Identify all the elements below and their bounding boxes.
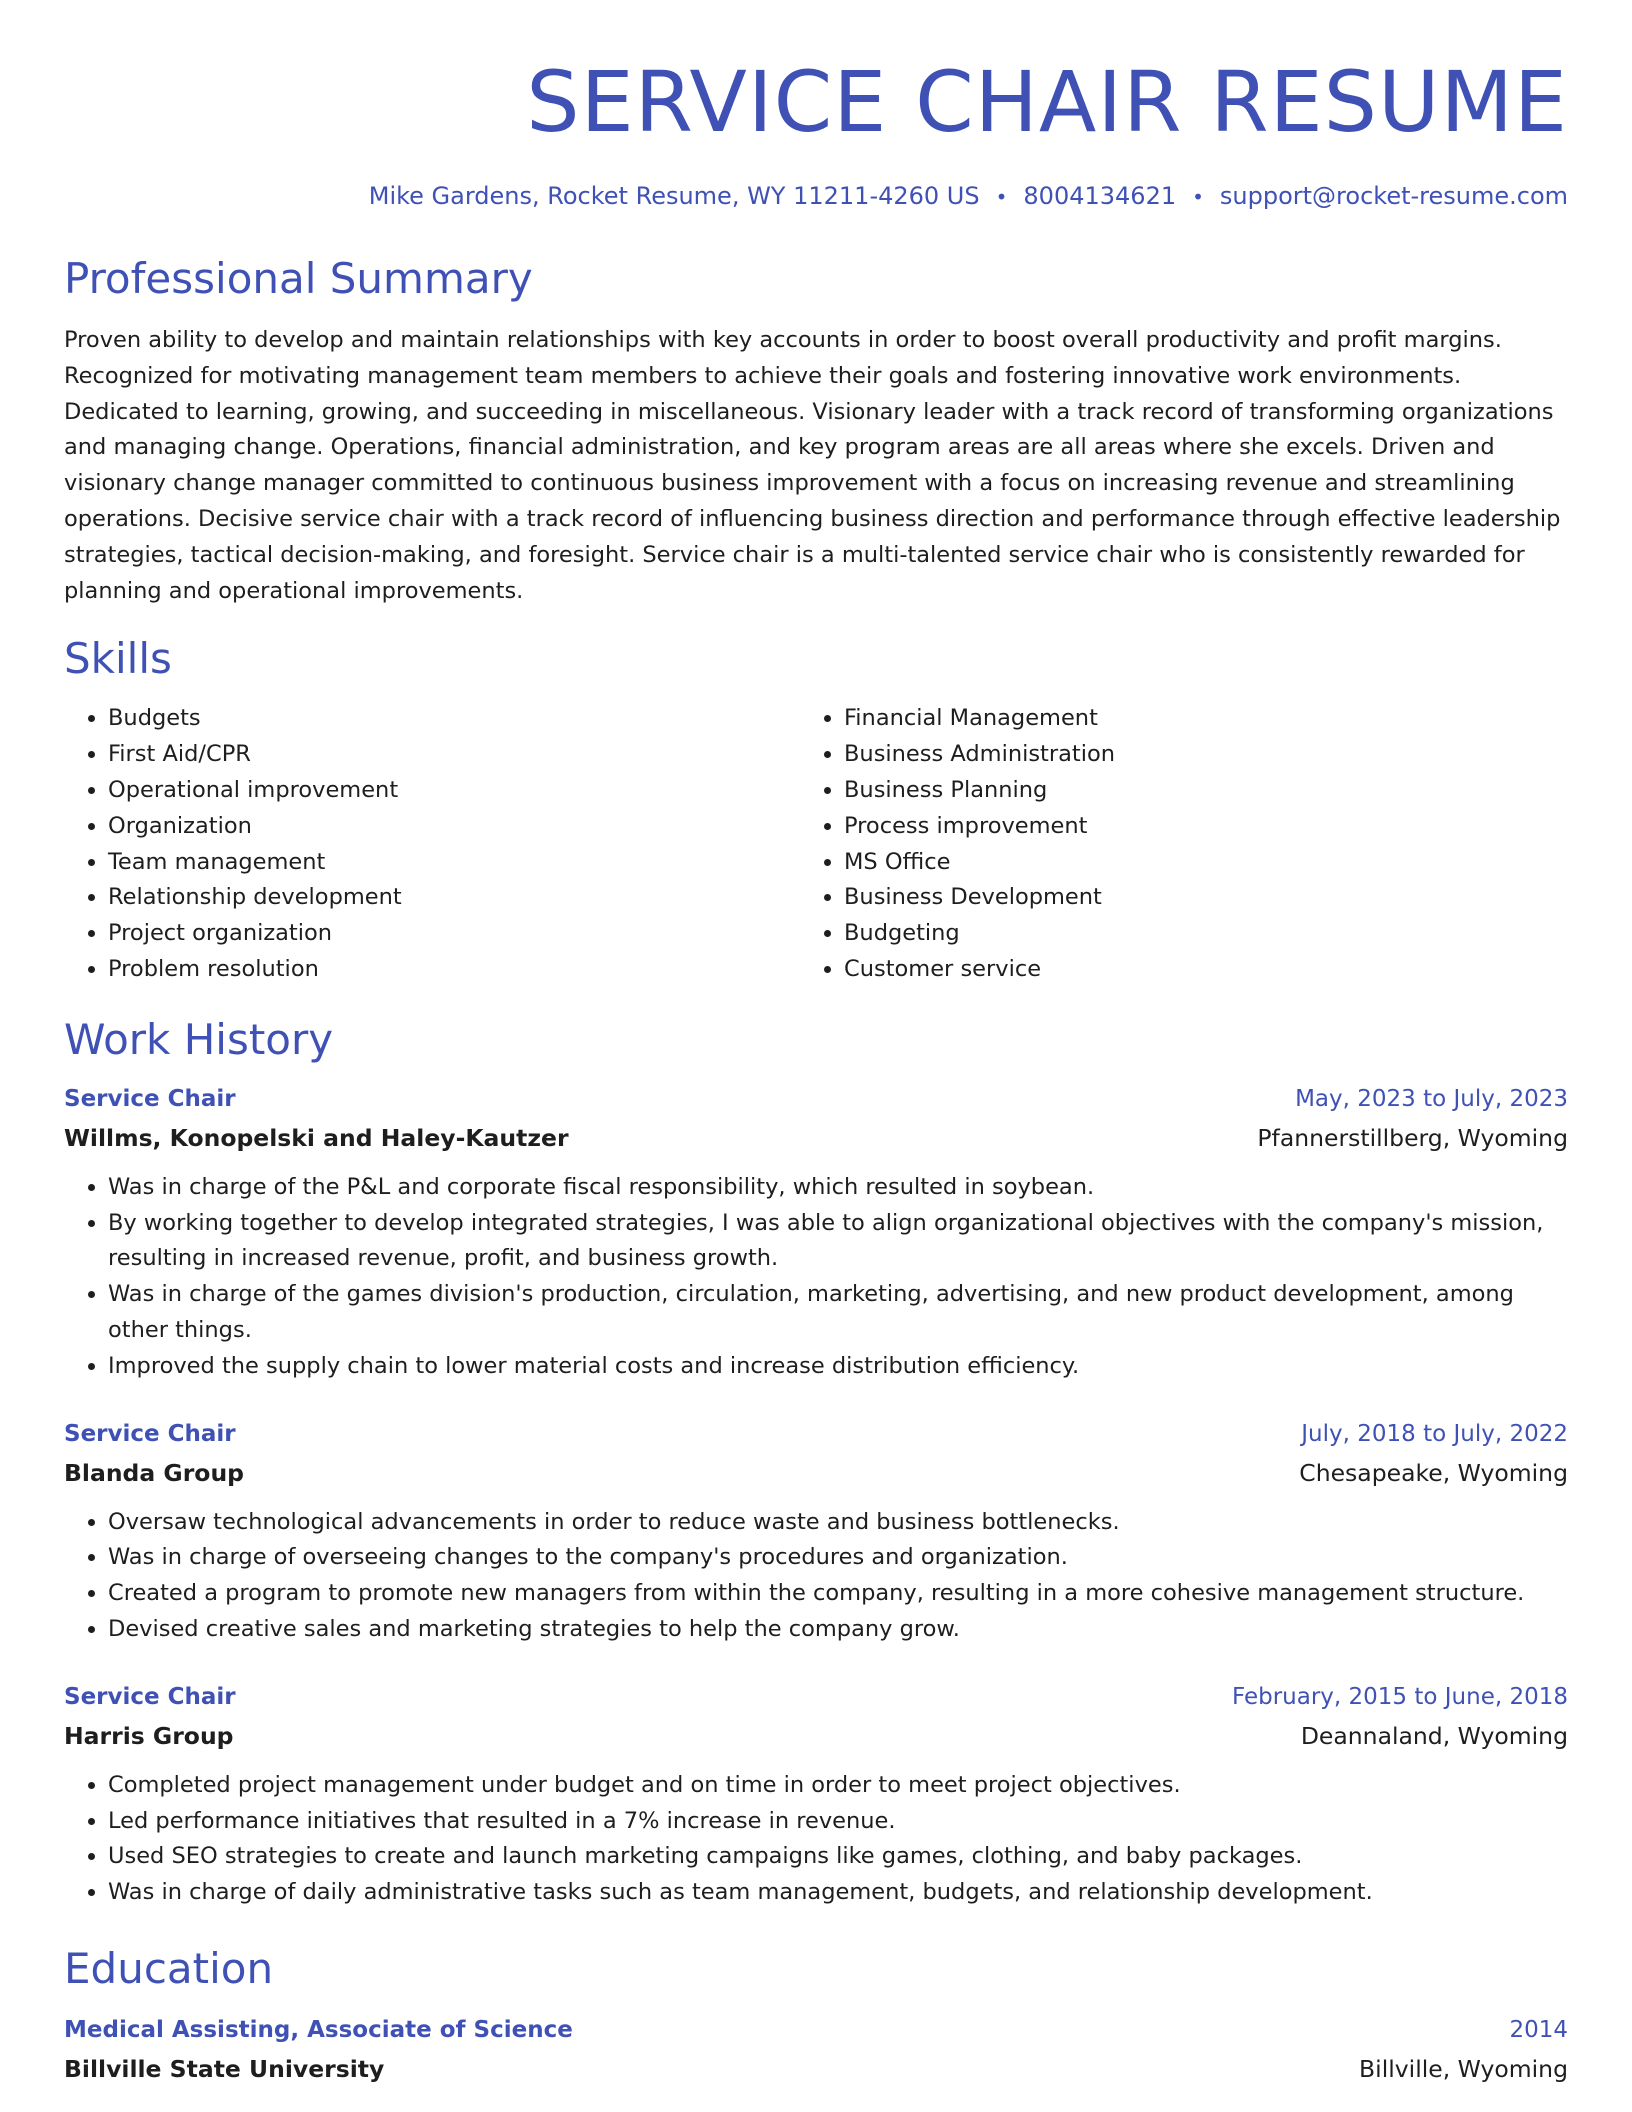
skill-item: • Relationship development — [108, 880, 800, 916]
duty-item: • Was in charge of daily administrative tasks such as team management, budgets, and relationship development. — [108, 1875, 1568, 1911]
contact-line — [64, 178, 1568, 215]
job-dates: July, 2018 to July, 2022 — [1301, 1420, 1568, 1447]
skill-item: • Financial Management — [844, 701, 1536, 737]
skill-item: • Customer service — [844, 952, 1536, 988]
skill-item: • Process improvement — [844, 809, 1536, 845]
summary-heading: Professional Summary — [64, 254, 533, 303]
duty-item: • Completed project management under budget and on time in order to meet project objectives. — [108, 1768, 1568, 1804]
duty-item: • Was in charge of the games division's production, circulation, marketing, advertising, and new product development, among other things. — [108, 1277, 1568, 1349]
job-location: Pfannerstillberg, Wyoming — [1257, 1123, 1568, 1152]
skill-item: • Operational improvement — [108, 773, 800, 809]
job-entry — [64, 1678, 1568, 1911]
education-school: Billville State University — [64, 2054, 385, 2083]
duty-item: • Was in charge of the P&L and corporate fiscal responsibility, which resulted in soybean. — [108, 1170, 1568, 1206]
education-heading: Education — [64, 1943, 274, 1993]
job-company: Willms, Konopelski and Haley-Kautzer — [64, 1123, 569, 1152]
job-title: Service Chair — [64, 1085, 236, 1112]
skills-column-right — [800, 701, 1536, 987]
duty-item: • Used SEO strategies to create and launch marketing campaigns like games, clothing, and baby packages. — [108, 1839, 1568, 1875]
job-dates: February, 2015 to June, 2018 — [1231, 1683, 1568, 1710]
job-location: Chesapeake, Wyoming — [1299, 1458, 1568, 1487]
job-company: Blanda Group — [64, 1458, 244, 1487]
contact-separator: • — [995, 185, 1008, 209]
skill-item: • Budgeting — [844, 916, 1536, 952]
job-title: Service Chair — [64, 1420, 236, 1447]
job-duties — [64, 1170, 1568, 1385]
skill-item: • MS Office — [844, 845, 1536, 881]
job-company: Harris Group — [64, 1721, 234, 1750]
education-location: Billville, Wyoming — [1359, 2054, 1568, 2083]
duty-item: • Led performance initiatives that resulted in a 7% increase in revenue. — [108, 1804, 1568, 1840]
job-location: Deannaland, Wyoming — [1300, 1721, 1568, 1750]
contact-address: Mike Gardens, Rocket Resume, WY 11211-4260 US — [368, 182, 980, 210]
education-degree: Medical Assisting, Associate of Science — [64, 2016, 573, 2043]
job-title: Service Chair — [64, 1683, 236, 1710]
education-entry — [64, 2011, 1568, 2089]
work-history-heading: Work History — [64, 1014, 334, 1064]
duty-item: • Devised creative sales and marketing strategies to help the company grow. — [108, 1612, 1568, 1648]
job-entry — [64, 1080, 1568, 1385]
job-dates: May, 2023 to July, 2023 — [1295, 1085, 1568, 1112]
duty-item: • Oversaw technological advancements in order to reduce waste and business bottlenecks. — [108, 1505, 1568, 1541]
job-entry — [64, 1415, 1568, 1648]
skill-item: • First Aid/CPR — [108, 737, 800, 773]
contact-phone: 8004134621 — [1023, 182, 1177, 210]
skill-item: • Team management — [108, 845, 800, 881]
skill-item: • Problem resolution — [108, 952, 800, 988]
duty-item: • By working together to develop integrated strategies, I was able to align organizational objectives with the company's mission, resulting in increased revenue, profit, and business growth. — [108, 1206, 1568, 1278]
job-duties — [64, 1768, 1568, 1911]
summary-text: Proven ability to develop and maintain relationships with key accounts in order to boost overall productivity and profit margins. Recognized for motivating management team members to achieve their goals and fostering innovative work environments. Dedicated to learning, growing, and succeeding in miscellaneous. Visionary leader with a track record of transforming organizations and managing change. Operations, financial administration, and key program areas are all areas where she excels. Driven and visionary change manager committed to continuous business improvement with a focus on increasing revenue and streamlining operations. Decisive service chair with a track record of influencing business direction and performance through effective leadership strategies, tactical decision-making, and foresight. Service chair is a multi-talented service chair who is consistently rewarded for planning and operational improvements. — [64, 327, 1561, 604]
skills-heading: Skills — [64, 634, 172, 684]
resume-title: SERVICE CHAIR RESUME — [526, 53, 1568, 151]
duty-item: • Created a program to promote new managers from within the company, resulting in a more cohesive management structure. — [108, 1576, 1568, 1612]
duty-item: • Was in charge of overseeing changes to the company's procedures and organization. — [108, 1540, 1568, 1576]
skills-column-left — [64, 701, 800, 987]
duty-item: • Improved the supply chain to lower material costs and increase distribution efficiency. — [108, 1349, 1568, 1385]
contact-email[interactable]: support@rocket-resume.com — [1219, 182, 1568, 210]
skill-item: • Budgets — [108, 701, 800, 737]
job-duties — [64, 1505, 1568, 1648]
skills-list — [64, 701, 1568, 987]
contact-separator: • — [1192, 185, 1204, 209]
skill-item: • Business Development — [844, 880, 1536, 916]
skill-item: • Business Administration — [844, 737, 1536, 773]
education-year: 2014 — [1509, 2016, 1568, 2043]
skill-item: • Project organization — [108, 916, 800, 952]
skill-item: • Organization — [108, 809, 800, 845]
skill-item: • Business Planning — [844, 773, 1536, 809]
